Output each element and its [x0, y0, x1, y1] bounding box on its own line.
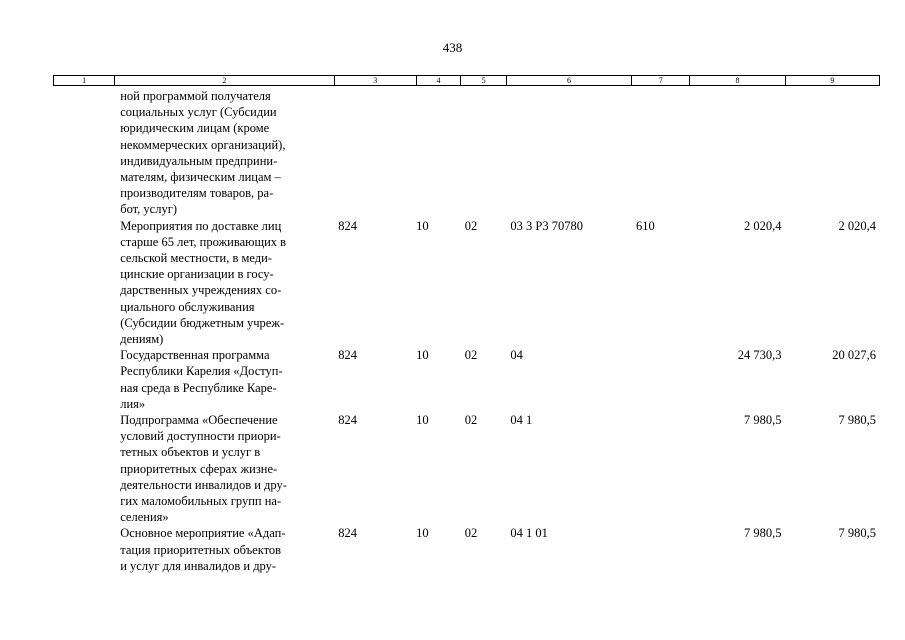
row-number-cell: [53, 412, 114, 525]
section-code: 10: [416, 413, 429, 428]
item-name-line: индивидуальным предприни-: [120, 153, 278, 168]
table-row: [53, 218, 880, 348]
budget-table: [53, 88, 880, 574]
item-name-line: цинские организации в госу-: [120, 267, 274, 282]
section-code: 10: [416, 526, 429, 541]
column-number-8: 8: [690, 76, 785, 86]
item-name-line: некоммерческих организаций),: [120, 137, 286, 152]
target-article-code: [506, 88, 632, 218]
row-number-cell: [53, 218, 114, 348]
item-name: [114, 347, 334, 412]
target-article-code: 04: [510, 348, 523, 363]
item-name-line: тация приоритетных объектов: [120, 542, 282, 557]
item-name-line: деятельности инвалидов и дру-: [120, 477, 287, 492]
column-number-9: 9: [785, 76, 879, 86]
expense-type-code: [632, 88, 690, 218]
item-name-line: мателям, физическим лицам –: [120, 170, 281, 185]
item-name: [114, 218, 334, 348]
expense-type-code: [632, 347, 690, 412]
ved-code: [334, 88, 416, 218]
expense-type-code: 610: [635, 218, 655, 233]
amount-year-2: 2 020,4: [838, 218, 876, 233]
expense-type-code: [632, 525, 690, 574]
item-name-line: (Субсидии бюджетным учреж-: [120, 315, 285, 330]
subsection-code: 02: [464, 413, 478, 428]
column-number-6: 6: [506, 76, 631, 86]
table-row: [53, 347, 880, 412]
item-name-line: юридическим лицам (кроме: [120, 121, 270, 136]
expense-type-code: [632, 412, 690, 525]
table-row: [53, 88, 880, 218]
column-number-3: 3: [334, 76, 416, 86]
ved-code: 824: [338, 413, 357, 428]
subsection-code: 02: [464, 218, 478, 233]
column-number-5: 5: [461, 76, 507, 86]
item-name-line: производителям товаров, ра-: [120, 186, 274, 201]
item-name-line: гих маломобильных групп на-: [120, 494, 282, 509]
item-name-line: условий доступности приори-: [120, 429, 281, 444]
amount-year-1: 7 980,5: [744, 526, 782, 541]
ved-code: 824: [338, 526, 357, 541]
amount-year-2: 7 980,5: [838, 526, 876, 541]
row-number-cell: [53, 525, 114, 574]
item-name-line: ная среда в Республике Каре-: [120, 380, 277, 395]
subsection-code: 02: [464, 526, 478, 541]
amount-year-1: 24 730,3: [737, 348, 782, 363]
amount-year-2: 7 980,5: [838, 413, 876, 428]
item-name-line: селения»: [120, 510, 169, 525]
row-number-cell: [53, 347, 114, 412]
item-name: [114, 412, 334, 525]
subsection-code: [461, 88, 507, 218]
target-article-code: 04 1 01: [510, 526, 548, 541]
amount-year-1: 2 020,4: [744, 218, 782, 233]
item-name-line: ной программой получателя: [120, 89, 271, 103]
row-number-cell: [53, 88, 114, 218]
item-name-line: старше 65 лет, проживающих в: [120, 234, 287, 249]
section-code: 10: [416, 348, 429, 363]
item-name-line: социальных услуг (Субсидии: [120, 105, 277, 120]
item-name-line: Республики Карелия «Доступ-: [120, 364, 283, 379]
item-name-line: тетных объектов и услуг в: [120, 445, 261, 460]
ved-code: 824: [338, 218, 357, 233]
amount-year-1: [690, 88, 785, 218]
column-number-7: 7: [632, 76, 690, 86]
column-number-header: [53, 75, 880, 86]
amount-year-2: 20 027,6: [832, 348, 876, 363]
item-name-line: и услуг для инвалидов и дру-: [120, 558, 277, 573]
amount-year-2: [786, 88, 881, 218]
column-number-2: 2: [115, 76, 335, 86]
item-name-line: лия»: [120, 396, 146, 411]
table-row: [53, 525, 880, 574]
item-name-line: Основное мероприятие «Адап-: [120, 526, 286, 541]
table-row: [53, 412, 880, 525]
item-name: [114, 525, 334, 574]
item-name-line: бот, услуг): [120, 202, 178, 217]
item-name-line: Подпрограмма «Обеспечение: [120, 413, 278, 428]
column-number-4: 4: [416, 76, 461, 86]
item-name-line: циального обслуживания: [120, 299, 255, 314]
item-name-line: приоритетных сферах жизне-: [120, 461, 278, 476]
item-name-line: дениям): [120, 332, 164, 347]
target-article-code: 04 1: [510, 413, 533, 428]
column-number-1: 1: [54, 76, 115, 86]
ved-code: 824: [338, 348, 357, 363]
section-code: [416, 88, 461, 218]
item-name-line: дарственных учреждениях со-: [120, 283, 282, 298]
page-number: 438: [442, 40, 463, 55]
subsection-code: 02: [464, 348, 478, 363]
item-name-line: Мероприятия по доставке лиц: [120, 218, 282, 233]
item-name-line: Государственная программа: [120, 348, 270, 363]
target-article-code: 03 3 Р3 70780: [510, 218, 583, 233]
item-name: [114, 88, 334, 218]
section-code: 10: [416, 218, 429, 233]
item-name-line: сельской местности, в меди-: [120, 251, 272, 266]
amount-year-1: 7 980,5: [744, 413, 782, 428]
